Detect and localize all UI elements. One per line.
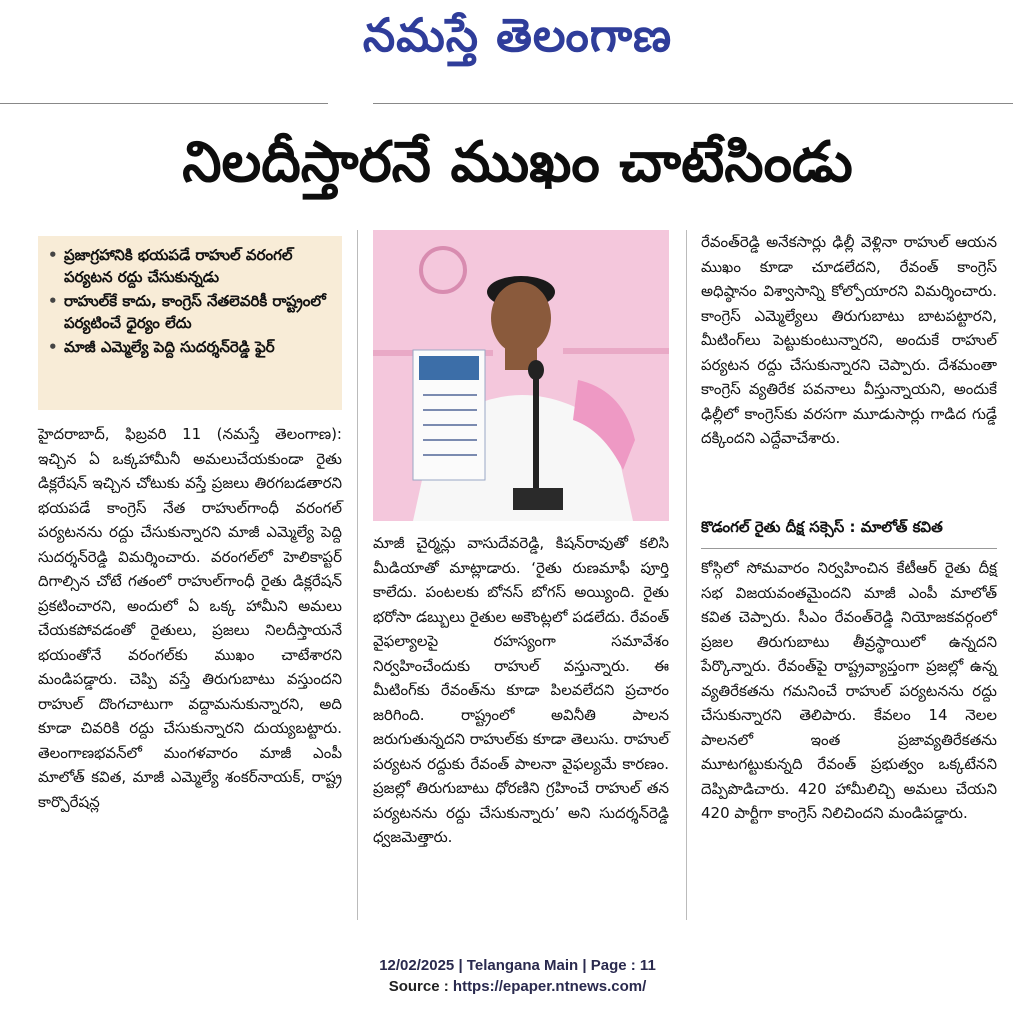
masthead-rule-right bbox=[373, 103, 1013, 104]
highlight-item: • రాహుల్‌కే కాదు, కాంగ్రెస్ నేతలెవరికీ రాష్ట్రంలో పర్యటించే ధైర్యం లేదు bbox=[48, 290, 334, 334]
source-link[interactable]: https://epaper.ntnews.com/ bbox=[452, 978, 647, 995]
masthead-rule-left bbox=[0, 103, 328, 104]
highlight-item: • మాజీ ఎమ్మెల్యే పెద్ది సుదర్శన్‌రెడ్డి ఫైర్ bbox=[48, 336, 334, 358]
article-text: రేవంత్‌రెడ్డి అనేకసార్లు ఢిల్లీ వెళ్లినా రాహుల్ ఆయన ముఖం కూడా చూడలేదని, రేవంత్ కాంగ్రెస్ అధిష్ఠానం విశ్వాసాన్ని కోల్పోయారని విమర్శించారు. కాంగ్రెస్ ఎమ్మెల్యేలు తిరుగుబాటు బాటపట్టారని, మీటింగ్‌లు పెట్టుకుంటున్నారని, అందుకే రాహుల్ పర్యటన రద్దు చేసుకున్నారని చెప్పారు. దేశమంతా కాంగ్రెస్ వ్యతిరేక పవనాలు వీస్తున్నాయని, అందుకే ఢిల్లీలో కాంగ్రెస్‌కు వరసగా మూడుసార్లు గాడిద గుడ్డే దక్కిందని ఎద్దేవాచేశారు. bbox=[701, 233, 997, 447]
source-label: Source : bbox=[388, 978, 449, 995]
article-column-1 bbox=[38, 422, 342, 814]
column-divider bbox=[686, 230, 687, 920]
highlight-item: • ప్రజాగ్రహానికి భయపడే రాహుల్ వరంగల్ పర్యటన రద్దు చేసుకున్నడు bbox=[48, 244, 334, 288]
article-text: మాజీ చైర్మన్లు వాసుదేవరెడ్డి, కిషన్‌రావుతో కలిసి మీడియాతో మాట్లాడారు. ‘రైతు రుణమాఫీ పూర్తి కాలేదు. పంటలకు బోనస్ బోగస్ అయ్యింది. రైతు భరోసా డబ్బులు రైతుల అకౌంట్లలో పడలేదు. రేవంత్ వైఫల్యాలపై రహస్యంగా సమావేశం నిర్వహించేందుకు రాహుల్ వస్తున్నారు. ఈ మీటింగ్‌కు రేవంత్‌ను కూడా పిలవలేదని ప్రచారం జరిగింది. రాష్ట్రంలో అవినీతి పాలన జరుగుతున్నదని రాహుల్‌కు కూడా తెలుసు. రాహుల్ పర్యటన రద్దుకు రేవంత్ పాలనా వైఫల్యమే కారణం. ప్రజల్లో తిరుగుబాటు ధోరణిని గ్రహించే రాహుల్ తన పర్యటనను రద్దు చేసుకున్నారు’ అని సుదర్శన్‌రెడ్డి ధ్వజమెత్తారు. bbox=[373, 534, 669, 846]
column-divider bbox=[357, 230, 358, 920]
page-footer-source bbox=[0, 978, 1035, 995]
article-column-3-bottom bbox=[701, 556, 997, 826]
subheading-rule bbox=[701, 548, 997, 549]
masthead-title: నమస్తే తెలంగాణ bbox=[362, 8, 673, 62]
page-footer-line: 12/02/2025 | Telangana Main | Page : 11 bbox=[379, 957, 656, 974]
article-subheading: కొడంగల్ రైతు దీక్ష సక్సెస్ : మాలోత్ కవిత bbox=[701, 518, 943, 536]
politician-photo bbox=[373, 230, 669, 521]
article-column-2 bbox=[373, 531, 669, 850]
article-text: కోస్గిలో సోమవారం నిర్వహించిన కేటీఆర్ రైతు దీక్ష సభ విజయవంతమైందని మాజీ ఎంపీ మాలోత్ కవిత చెప్పారు. సీఎం రేవంత్‌రెడ్డి నియోజకవర్గంలో ప్రజల తిరుగుబాటు తీవ్రస్థాయిలో ఉన్నదని పేర్కొన్నారు. రేవంత్‌పై రాష్ట్రవ్యాప్తంగా ప్రజల్లో ఉన్న వ్యతిరేకతను గమనించే రాహుల్ పర్యటనను రద్దు చేసుకున్నారని తెలిపారు. కేవలం 14 నెలల పాలనలో ఇంత ప్రజావ్యతిరేకతను మూటగట్టుకున్నది రేవంత్ ప్రభుత్వం ఒక్కటేనని దెప్పిపొడిచారు. 420 హామీలిచ్చి అమలు చేయని 420 పార్టీగా కాంగ్రెస్ నిలిచిందని మండిపడ్డారు. bbox=[701, 559, 997, 822]
highlights-box bbox=[38, 236, 342, 410]
article-photo bbox=[373, 230, 669, 521]
article-column-3-top bbox=[701, 230, 997, 451]
article-headline: నిలదీస్తారనే ముఖం చాటేసిండు bbox=[182, 130, 853, 195]
article-text: హైదరాబాద్, ఫిబ్రవరి 11 (నమస్తే తెలంగాణ): ఇచ్చిన ఏ ఒక్కహామీనీ అమలుచేయకుండా రైతు డిక్లరేషన్ ఇచ్చిన చోటుకు వస్తే ప్రజలు తిరగబడతారని భయపడే కాంగ్రెస్ నేత రాహుల్‌గాంధీ వరంగల్ పర్యటనను రద్దు చేసుకున్నారని మాజీ ఎమ్మెల్యే పెద్ది సుదర్శన్‌రెడ్డి విమర్శించారు. వరంగల్‌లో హెలికాప్టర్ దిగాల్సిన చోటే గతంలో రాహుల్‌గాంధీ రైతు డిక్లరేషన్ ప్రకటించారని, అందులో ఏ ఒక్క హామీని అమలు చేయకపోవడంతో రైతులు, ప్రజలు నిలదీస్తాయనే భయంతోనే వరంగల్‌కు ముఖం చాటేశారని మండిపడ్డారు. చెప్పి వస్తే తిరుగుబాటు వస్తుందని రాహుల్ దొంగచాటుగా వద్దామనుకున్నారని, అది కూడా చివరికి రద్దు చేసుకున్నారని దుయ్యబట్టారు. తెలంగాణభవన్‌లో మంగళవారం మాజీ ఎంపీ మాలోత్ కవిత, మాజీ ఎమ్మెల్యే శంకర్‌నాయక్, రాష్ట్ర కార్పొరేషన్ల bbox=[38, 425, 342, 811]
